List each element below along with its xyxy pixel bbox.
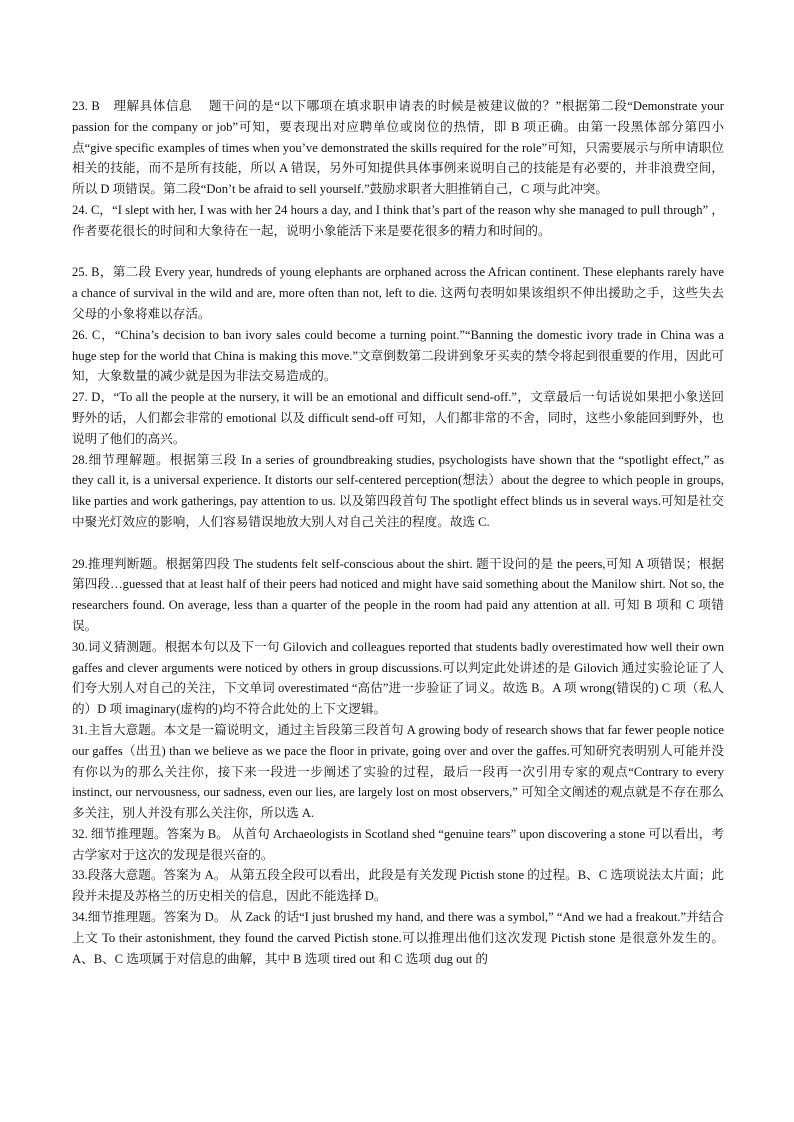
answer-32: 32. 细节推理题。答案为 B。 从首句 Archaeologists in Scotland shed “genuine tears” upon discovering a stone 可以看出，考古学家对于这次的发现是很兴奋的。 — [72, 826, 724, 862]
answer-25: 25. B，第二段 Every year, hundreds of young elephants are orphaned across the African continent. These elephants rarely have a chance of survival in the wild and are, more often than not, left to die. 这两句表明如果该组织不伸出援助之手，这些失去父母的小象将难以存活。 — [72, 265, 724, 321]
answer-33: 33.段落大意题。答案为 A。 从第五段全段可以看出，此段是有关发现 Pictish stone 的过程。B、C 选项说法太片面；此段并未提及苏格兰的历史相关的信息，因此不能选择 D。 — [72, 868, 724, 904]
answer-29: 29.推理判断题。根据第四段 The students felt self-conscious about the shirt. 题干设问的是 the peers,可知 A 项错误；根据第四段…guessed that at least half of their peers had noticed and might have said something about the Manilow shirt. Not so, the researchers found. On average, less than a quarter of the people in the room had paid any attention at all. 可知 B 项和 C 项错误。 — [72, 556, 724, 633]
answer-26: 26. C，“China’s decision to ban ivory sales could become a turning point.”“Banning the domestic ivory trade in China was a huge step for the world that China is making this move.”文章倒数第二段讲到象牙买卖的禁令将起到很重要的作用，因此可知，大象数量的减少就是因为非法交易造成的。 — [72, 327, 724, 384]
answer-23: 23. B 理解具体信息 题干问的是“以下哪项在填求职申请表的时候是被建议做的？”根据第二段“Demonstrate your passion for the company or job”可知，要表现出对应聘单位或岗位的热情，即 B 项正确。由第一段黑体部分第四小点“give specific examples of times when you’ve demonstrated the skills required for the role”可知，只需要展示与所申请职位相关的技能，而不是所有技能，所以 A 错误，另外可知提供具体事例来说明自己的技能是有必要的，并非浪费空间，所以 D 项错误。第二段“Don’t be afraid to sell yourself.”鼓励求职者大胆推销自己，C 项与此冲突。 — [72, 99, 724, 197]
blank-line — [72, 242, 724, 263]
answer-30: 30.词义猜测题。根据本句以及下一句 Gilovich and colleagues reported that students badly overestimated how well their own gaffes and clever arguments were noticed by others in group discussions.可以判定此处讲述的是 Gilovich 通过实验论证了人们夸大别人对自己的关注，下文单词 overestimated “高估”进一步验证了词义。故选 B。A 项 wrong(错误的) C 项（私人的）D 项 imaginary(虚构的)均不符合此处的上下文逻辑。 — [72, 639, 724, 717]
answer-31: 31.主旨大意题。本文是一篇说明文，通过主旨段第三段首句 A growing body of research shows that far fewer people notice our gaffes（出丑) than we believe as we pace the floor in private, going over and over the gaffes.可知研究表明别人可能并没有你以为的那么关注你，接下来一段进一步阐述了实验的过程，最后一段再一次引用专家的观点“Contrary to every instinct, our nervousness, our sadness, even our lies, are largely lost on most observers,” 可知全文阐述的观点就是不存在那么多关注，别人并没有那么关注你，所以选 A. — [72, 722, 724, 821]
answer-27: 27. D，“To all the people at the nursery, it will be an emotional and difficult send-off.”，文章最后一句话说如果把小象送回野外的话，人们都会非常的 emotional 以及 difficult send-off 可知，人们都非常的不舍，同时，这些小象能回到野外，也说明了他们的高兴。 — [72, 390, 724, 446]
answer-24: 24. C，“I slept with her, I was with her 24 hours a day, and I think that’s part of the reason why she managed to pull through” ，作者要花很长的时间和大象待在一起，说明小象能活下来是要花很多的精力和时间的。 — [72, 202, 724, 238]
answer-34: 34.细节推理题。答案为 D。 从 Zack 的话“I just brushed my hand, and there was a symbol,” “And we had a freakout.”并结合上文 To their astonishment, they found the carved Pictish stone.可以推理出他们这次发现 Pictish stone 是很意外发生的。A、B、C 选项属于对信息的曲解，其中 B 选项 tired out 和 C 选项 dug out 的 — [72, 910, 724, 966]
answer-28: 28.细节理解题。根据第三段 In a series of groundbreaking studies, psychologists have shown that the “spotlight effect,” as they call it, is a universal experience. It distorts our self-centered perception(想法）about the degree to which people in groups, like parties and work gatherings, pay attention to us. 以及第四段首句 The spotlight effect blinds us in several ways.可知是社交中聚光灯效应的影响，人们容易错误地放大别人对自己关注的程度。故选 C. — [72, 452, 724, 529]
blank-line — [72, 533, 724, 554]
